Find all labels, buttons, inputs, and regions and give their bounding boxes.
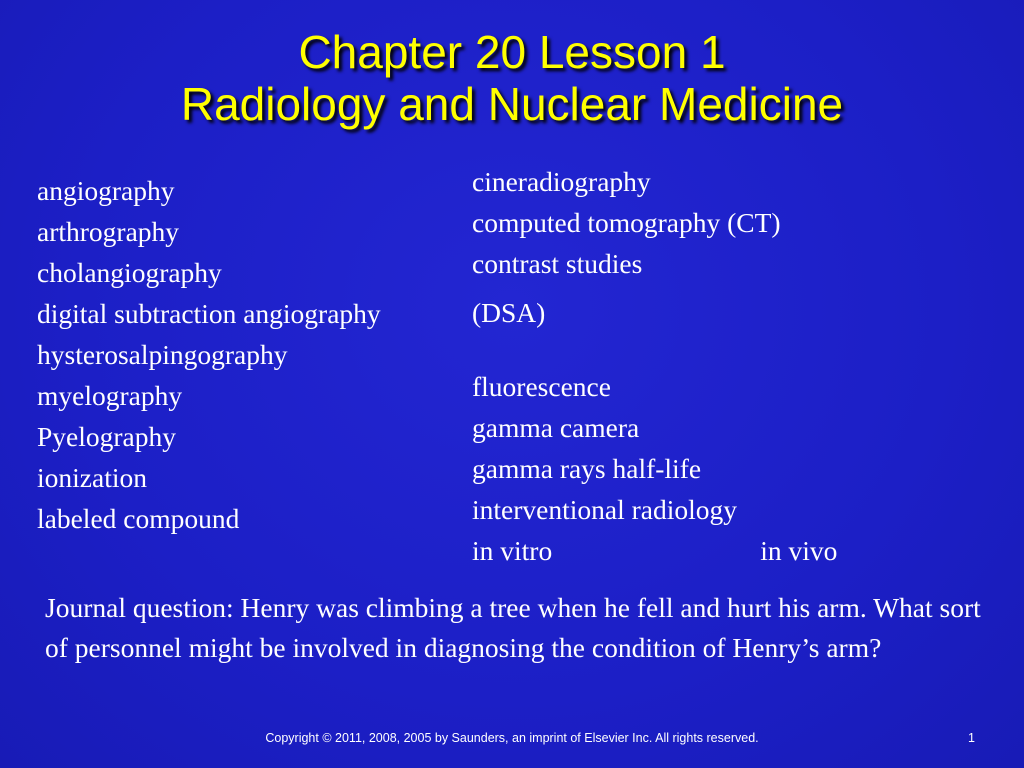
term-item: fluorescence [472,371,611,402]
journal-question: Journal question: Henry was climbing a tree when he fell and hurt his arm. What sort of personnel might be involved in diagnosing the condition of Henry’s arm? [45,592,981,663]
term-item: gamma rays half-life [472,453,702,484]
copyright-footer: Copyright © 2011, 2008, 2005 by Saunders, an imprint of Elsevier Inc. All rights reserved. [265,731,759,745]
term-item: digital subtraction angiography [37,298,381,329]
term-item: computed tomography (CT) [472,207,781,238]
term-in-vivo: in vivo [760,535,838,566]
left-term-list [37,170,381,539]
term-item: hysterosalpingography [37,339,288,370]
term-item: ionization [37,462,147,493]
term-in-vitro: in vitro [472,535,553,566]
term-item: Pyelography [37,421,177,452]
term-item: myelography [37,380,183,411]
dsa-abbreviation: (DSA) [472,297,546,328]
term-item: gamma camera [472,412,640,443]
slide-title [0,26,1024,130]
title-line-2: Radiology and Nuclear Medicine [180,78,844,130]
term-item: interventional radiology [472,494,737,525]
page-number: 1 [968,731,975,745]
term-item: angiography [37,175,175,206]
right-term-list-bottom [472,366,837,571]
title-line-1: Chapter 20 Lesson 1 [298,26,726,78]
in-vitro-vivo-row [472,530,837,571]
term-item: contrast studies [472,248,643,279]
term-item: cineradiography [472,166,651,197]
term-item: labeled compound [37,503,240,534]
right-term-list-top [472,161,781,284]
term-item: cholangiography [37,257,222,288]
term-item: arthrography [37,216,180,247]
